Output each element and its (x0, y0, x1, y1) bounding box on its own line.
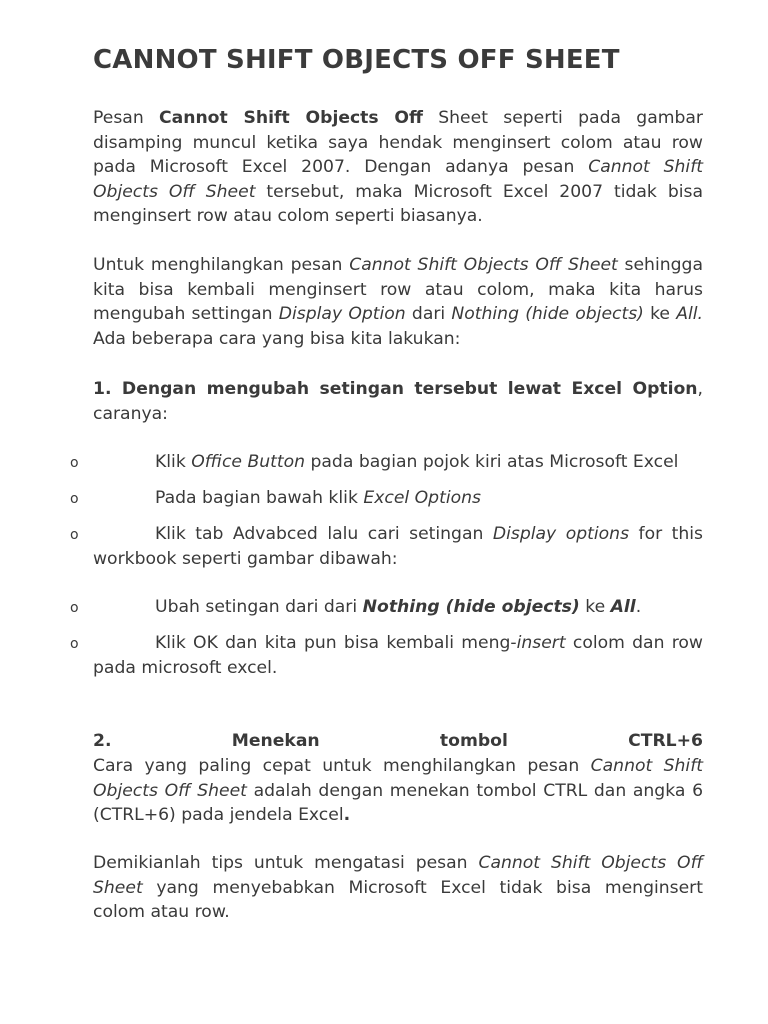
section-2-paragraph (93, 754, 703, 828)
intro-paragraph (93, 106, 703, 229)
list-item (93, 486, 703, 511)
list-item (93, 595, 703, 620)
italic-text: Excel Options (363, 488, 481, 508)
bullet-icon: o (70, 527, 79, 543)
text-run: Pesan (93, 108, 159, 128)
text-run: dari (405, 304, 452, 325)
section-2-heading (93, 729, 703, 754)
list-item (93, 522, 703, 571)
page-title: CANNOT SHIFT OBJECTS OFF SHEET (93, 45, 620, 75)
italic-text: All. (676, 304, 703, 325)
heading-word: Menekan (231, 731, 320, 751)
italic-text: Cannot Shift Objects Off Sheet (93, 756, 703, 801)
text-run: , caranya: (93, 379, 703, 424)
text-run: ke (579, 597, 611, 617)
text-run: ke (643, 304, 677, 325)
text-run: Demikianlah tips untuk mengatasi pesan (93, 853, 479, 873)
section-1-heading (93, 377, 703, 426)
heading-word: tombol (439, 731, 508, 751)
solution-paragraph (93, 253, 703, 351)
bullet-icon: o (70, 600, 79, 616)
text-run: tersebut, maka Microsoft Excel 2007 tidak bisa menginsert row atau colom seperti biasanya. (93, 181, 704, 227)
bullet-icon: o (70, 455, 79, 471)
text-run: adalah dengan menekan tombol CTRL dan angka 6 (CTRL+6) pada jendela Excel (93, 780, 704, 826)
text-run: Klik (155, 452, 192, 472)
italic-text: Office Button (191, 452, 306, 472)
bold-italic-text: All (610, 597, 636, 617)
text-run: . (635, 597, 642, 617)
text-run: yang menyebabkan Microsoft Excel tidak bisa menginsert colom atau row. (93, 877, 703, 923)
italic-text: Nothing (hide objects) (451, 304, 644, 325)
heading-word: 2. (93, 731, 112, 751)
text-run: for this workbook seperti gambar dibawah: (93, 524, 704, 569)
italic-text: Display options (492, 524, 630, 544)
italic-text: insert (516, 633, 566, 653)
bold-italic-text: Nothing (hide objects) (362, 597, 580, 617)
italic-text: Display Option (278, 304, 406, 325)
text-run: Ada beberapa cara yang bisa kita lakukan: (93, 328, 461, 349)
bold-text: . (343, 805, 351, 826)
text-run: pada bagian pojok kiri atas Microsoft Excel (305, 452, 679, 472)
bold-text: Cannot Shift Objects Off (159, 108, 423, 128)
italic-text: Cannot Shift Objects Off Sheet (349, 255, 618, 275)
list-item (93, 631, 703, 680)
section-heading-text: 1. Dengan mengubah setingan tersebut lewat Excel Option (93, 379, 698, 399)
bullet-icon: o (70, 636, 79, 652)
text-run: Ubah setingan dari dari (155, 597, 363, 617)
closing-paragraph (93, 851, 703, 925)
italic-text: Cannot Shift Objects Off Sheet (93, 157, 703, 202)
list-item (93, 450, 703, 475)
text-run: Untuk menghilangkan pesan (93, 255, 350, 275)
text-run: Klik tab Advabced lalu cari setingan (155, 524, 493, 544)
text-run: Pada bagian bawah klik (155, 488, 364, 508)
text-run: Cara yang paling cepat untuk menghilangkan pesan (93, 756, 591, 776)
text-run: Sheet seperti pada gambar disamping muncul ketika saya hendak menginsert colom atau row pada Microsoft Excel 2007. Dengan adanya pesan (93, 108, 703, 178)
italic-text: Cannot Shift Objects Off Sheet (93, 853, 703, 898)
text-run: colom dan row pada microsoft excel. (93, 633, 703, 678)
text-run: Klik OK dan kita pun bisa kembali meng- (155, 633, 517, 653)
bullet-icon: o (70, 491, 79, 507)
text-run: sehingga kita bisa kembali menginsert row atau colom, maka kita harus mengubah settingan (93, 255, 703, 325)
heading-word: CTRL+6 (628, 731, 703, 751)
